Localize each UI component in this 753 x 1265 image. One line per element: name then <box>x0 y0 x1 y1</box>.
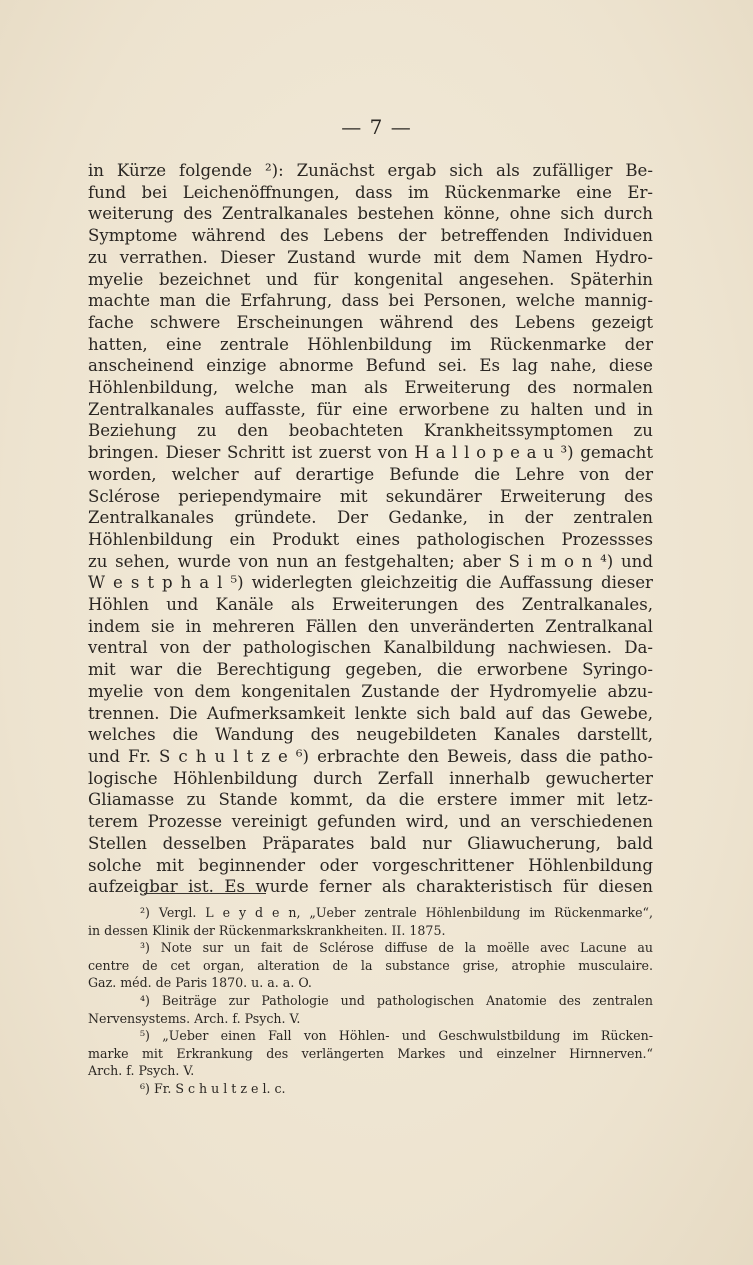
body-line: Symptome während des Lebens der betreffenden Individuen <box>88 226 653 246</box>
body-line: Zentralkanales auffasste, für eine erworbene zu halten und in <box>88 399 653 419</box>
body-text <box>88 160 653 898</box>
body-line: Höhlenbildung ein Produkt eines pathologischen Prozessses <box>88 529 653 549</box>
body-line: myelie von dem kongenitalen Zustande der Hydromyelie abzu- <box>88 681 653 701</box>
body-line: bringen. Dieser Schritt ist zuerst von H a l l o p e a u ³) gemacht <box>88 443 653 463</box>
footnote-line: ⁵) „Ueber einen Fall von Höhlen- und Geschwulstbildung im Rücken- <box>140 1028 653 1044</box>
body-line: Sclérose periependymaire mit sekundärer Erweiterung des <box>88 486 653 506</box>
body-line: zu sehen, wurde von nun an festgehalten; aber S i m o n ⁴) und <box>88 551 653 571</box>
body-line: Höhlen und Kanäle als Erweiterungen des Zentralkanales, <box>88 595 653 615</box>
body-line: worden, welcher auf derartige Befunde die Lehre von der <box>88 464 653 484</box>
body-line: Zentralkanales gründete. Der Gedanke, in der zentralen <box>88 508 653 528</box>
body-line: W e s t p h a l ⁵) widerlegten gleichzeitig die Auffassung dieser <box>88 573 653 593</box>
body-line: weiterung des Zentralkanales bestehen könne, ohne sich durch <box>88 204 653 224</box>
body-line: solche mit beginnender oder vorgeschrittener Höhlenbildung <box>88 855 653 875</box>
footnote-line: ⁶) Fr. S c h u l t z e l. c. <box>140 1080 286 1096</box>
footnote-line: marke mit Erkrankung des verlängerten Markes und einzelner Hirnnerven.“ <box>88 1045 653 1061</box>
footnote-divider <box>144 893 266 894</box>
footnote-line: Nervensystems. Arch. f. Psych. V. <box>88 1010 301 1026</box>
body-line: fund bei Leichenöffnungen, dass im Rückenmarke eine Er- <box>88 182 653 202</box>
body-line: mit war die Berechtigung gegeben, die erworbene Syringo- <box>88 660 653 680</box>
page-number: — 7 — <box>341 115 412 139</box>
body-line: trennen. Die Aufmerksamkeit lenkte sich bald auf das Gewebe, <box>88 703 653 723</box>
footnote-line: ²) Vergl. L e y d e n, „Ueber zentrale Höhlenbildung im Rückenmarke“, <box>140 905 653 920</box>
footnote-line: in dessen Klinik der Rückenmarkskrankheiten. II. 1875. <box>88 922 446 938</box>
body-line: Beziehung zu den beobachteten Krankheitssymptomen zu <box>88 421 653 441</box>
footnote-line: Gaz. méd. de Paris 1870. u. a. a. O. <box>88 975 312 991</box>
body-line: terem Prozesse vereinigt gefunden wird, und an verschiedenen <box>88 812 653 832</box>
body-line: welches die Wandung des neugebildeten Kanales darstellt, <box>88 725 653 745</box>
footnotes <box>88 904 653 1098</box>
body-line: und Fr. S c h u l t z e ⁶) erbrachte den Beweis, dass die patho- <box>88 746 653 766</box>
body-line: indem sie in mehreren Fällen den unveränderten Zentralkanal <box>88 616 653 636</box>
footnote-line: ⁴) Beiträge zur Pathologie und pathologischen Anatomie des zentralen <box>140 992 653 1008</box>
body-line: myelie bezeichnet und für kongenital angesehen. Späterhin <box>88 269 653 289</box>
footnote-line: Arch. f. Psych. V. <box>88 1063 195 1079</box>
body-line: logische Höhlenbildung durch Zerfall innerhalb gewucherter <box>88 768 653 788</box>
body-line: Stellen desselben Präparates bald nur Gliawucherung, bald <box>88 833 653 853</box>
body-line: zu verrathen. Dieser Zustand wurde mit dem Namen Hydro- <box>88 247 653 267</box>
body-line: Gliamasse zu Stande kommt, da die erstere immer mit letz- <box>88 790 653 810</box>
body-line: ventral von der pathologischen Kanalbildung nachwiesen. Da- <box>88 638 653 658</box>
body-line: aufzeigbar ist. Es wurde ferner als charakteristisch für diesen <box>88 877 653 897</box>
footnote-line: centre de cet organ, alteration de la substance grise, atrophie musculaire. <box>88 957 653 973</box>
body-line: machte man die Erfahrung, dass bei Personen, welche mannig- <box>88 291 653 311</box>
body-line: anscheinend einzige abnorme Befund sei. Es lag nahe, diese <box>88 356 653 376</box>
body-line: hatten, eine zentrale Höhlenbildung im Rückenmarke der <box>88 334 653 354</box>
body-line: fache schwere Erscheinungen während des Lebens gezeigt <box>88 312 653 332</box>
body-line: Höhlenbildung, welche man als Erweiterung des normalen <box>88 378 653 398</box>
footnote-line: ³) Note sur un fait de Sclérose diffuse de la moëlle avec Lacune au <box>140 940 653 956</box>
body-line: in Kürze folgende ²): Zunächst ergab sich als zufälliger Be- <box>88 161 653 180</box>
